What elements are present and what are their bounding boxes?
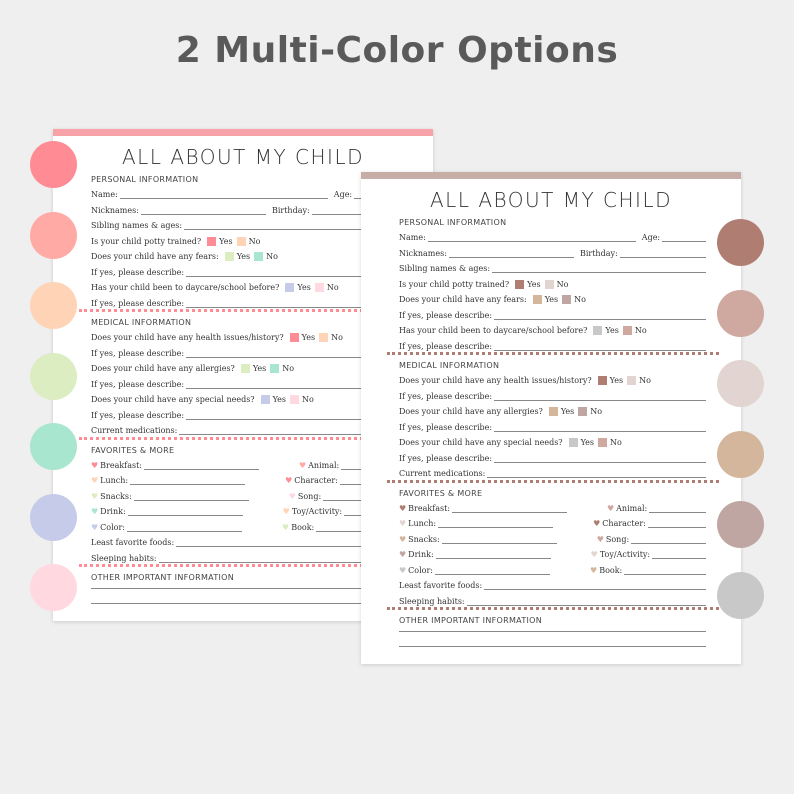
yes-checkbox[interactable]: [225, 252, 234, 261]
yes-checkbox[interactable]: [290, 333, 299, 342]
color-swatch: [30, 282, 77, 329]
heart-icon: ♥: [91, 460, 99, 470]
no-checkbox[interactable]: [578, 407, 587, 416]
other-info-heading: OTHER IMPORTANT INFORMATION: [91, 573, 235, 582]
yes-label: Yes: [297, 283, 311, 292]
yes-checkbox[interactable]: [533, 295, 542, 304]
color-field-label: Color:: [100, 522, 126, 532]
breakfast-field-line[interactable]: [452, 504, 567, 513]
no-label: No: [248, 236, 261, 246]
yes-checkbox[interactable]: [593, 326, 602, 335]
allergies-describe-field[interactable]: [91, 378, 398, 389]
no-label: No: [556, 279, 569, 289]
heart-icon: ♥: [399, 550, 407, 559]
birthday-field-line[interactable]: [620, 249, 706, 258]
drink-field-line[interactable]: [436, 550, 551, 559]
name-field-row: [91, 188, 398, 199]
no-label: No: [634, 326, 647, 335]
toy-field-label: Toy/Activity:: [291, 507, 343, 516]
color-swatch: [717, 572, 764, 619]
favorites-heading: FAVORITES & MORE: [399, 488, 483, 498]
sleeping-habits-field[interactable]: [399, 595, 706, 606]
yes-label: Yes: [580, 438, 595, 447]
no-checkbox[interactable]: [623, 326, 632, 335]
song-field-label: Song:: [605, 534, 630, 544]
siblings-field-label: Sibling names & ages:: [399, 264, 491, 273]
color-field-row: [91, 521, 398, 532]
fears-question-label: Does your child have any fears:: [399, 295, 527, 304]
color-swatch: [717, 290, 764, 337]
daycare-describe-field-label: If yes, please describe:: [399, 341, 493, 351]
yes-checkbox[interactable]: [598, 376, 607, 385]
health-describe-field-line[interactable]: [494, 392, 706, 401]
daycare-question-label: Has your child been to daycare/school before?: [399, 326, 588, 335]
heart-icon: ♥: [288, 491, 296, 501]
special-needs-question: [91, 393, 398, 404]
allergies-describe-field-label: If yes, please describe:: [399, 422, 493, 432]
fears-question: [399, 293, 706, 304]
lunch-field-line[interactable]: [438, 519, 553, 528]
other-info-heading: OTHER IMPORTANT INFORMATION: [399, 616, 543, 625]
color-field-row: [399, 564, 706, 575]
form-title: ALL ABOUT MY CHILD: [122, 145, 364, 169]
name-field-label: Name:: [91, 190, 118, 199]
allergies-question-label: Does your child have any allergies?: [91, 364, 235, 373]
siblings-field-line[interactable]: [492, 264, 706, 273]
medications-field-label: Current medications:: [399, 469, 486, 478]
form-title: ALL ABOUT MY CHILD: [430, 188, 672, 212]
health-describe-field[interactable]: [399, 390, 706, 401]
name-field-line[interactable]: [428, 233, 636, 242]
fears-describe-field-label: If yes, please describe:: [399, 310, 493, 320]
color-field-line[interactable]: [127, 523, 242, 532]
snacks-field-row: [91, 490, 398, 501]
color-swatch: [30, 564, 77, 611]
color-field-line[interactable]: [435, 566, 550, 575]
yes-checkbox[interactable]: [207, 237, 216, 246]
nicknames-field-row: [399, 247, 706, 258]
heart-icon: ♥: [606, 503, 615, 513]
character-field-label: Character:: [602, 519, 646, 528]
allergies-question: [91, 362, 398, 373]
toy-field-line[interactable]: [652, 550, 706, 559]
breakfast-field-label: Breakfast:: [408, 503, 450, 513]
special-needs-question-label: Does your child have any special needs?: [91, 395, 255, 404]
heart-icon: ♥: [91, 491, 99, 501]
no-label: No: [282, 364, 295, 373]
snacks-field-label: Snacks:: [100, 491, 132, 501]
heart-icon: ♥: [399, 565, 407, 575]
sleeping-habits-field-line[interactable]: [467, 597, 706, 606]
special-needs-describe-field[interactable]: [91, 409, 398, 420]
heart-icon: ♥: [596, 534, 604, 544]
fears-describe-field[interactable]: [399, 309, 706, 320]
lunch-field-label: Lunch:: [100, 476, 129, 485]
daycare-describe-field[interactable]: [399, 340, 706, 351]
name-field-row: [399, 231, 706, 242]
yes-label: Yes: [236, 252, 251, 261]
sleeping-habits-field-label: Sleeping habits:: [91, 553, 157, 563]
special-needs-question-label: Does your child have any special needs?: [399, 438, 563, 447]
favorites-heading: FAVORITES & MORE: [91, 445, 175, 455]
snacks-field-row: [399, 533, 706, 544]
medications-field[interactable]: [91, 424, 398, 435]
color-field-label: Color:: [408, 565, 434, 575]
yes-checkbox[interactable]: [549, 407, 558, 416]
no-checkbox[interactable]: [290, 395, 299, 404]
age-field-label: Age:: [641, 233, 661, 242]
color-swatch: [30, 212, 77, 259]
heart-icon: ♥: [399, 534, 407, 544]
color-swatch: [717, 501, 764, 548]
nicknames-field-line[interactable]: [449, 249, 574, 258]
color-swatch: [717, 219, 764, 266]
health-describe-field-label: If yes, please describe:: [91, 348, 185, 358]
no-label: No: [326, 283, 339, 292]
potty-trained-question-label: Is your child potty trained?: [399, 279, 510, 289]
special-needs-describe-field[interactable]: [399, 452, 706, 463]
color-swatch: [30, 353, 77, 400]
sleeping-habits-field[interactable]: [91, 552, 398, 563]
color-swatch: [30, 423, 77, 470]
heart-icon: ♥: [282, 522, 290, 532]
medications-field[interactable]: [399, 467, 706, 478]
daycare-question: [399, 324, 706, 335]
health-describe-field[interactable]: [91, 347, 398, 358]
no-label: No: [302, 395, 314, 404]
personal-info-heading: PERSONAL INFORMATION: [91, 175, 199, 184]
allergies-describe-field-line[interactable]: [494, 423, 706, 432]
no-label: No: [639, 376, 651, 385]
health-issues-question: [91, 331, 398, 342]
other-info-line[interactable]: [91, 588, 398, 589]
section-divider: [387, 352, 719, 355]
medical-info-heading: MEDICAL INFORMATION: [91, 318, 192, 327]
potty-trained-question: [91, 235, 398, 246]
medical-info-heading: MEDICAL INFORMATION: [399, 361, 500, 370]
least-favorite-foods-field[interactable]: [91, 536, 398, 547]
book-field-label: Book:: [291, 522, 315, 532]
yes-checkbox[interactable]: [515, 280, 524, 289]
no-checkbox[interactable]: [545, 280, 554, 289]
headline: 2 Multi-Color Options: [175, 30, 619, 71]
heart-icon: ♥: [91, 522, 99, 532]
drink-field-row: [399, 548, 706, 559]
heart-icon: ♥: [91, 476, 99, 485]
yes-label: Yes: [301, 333, 316, 342]
least-favorite-foods-field-label: Least favorite foods:: [399, 581, 483, 590]
heart-icon: ♥: [399, 519, 407, 528]
allergies-describe-field-label: If yes, please describe:: [91, 379, 185, 389]
special-needs-describe-field-line[interactable]: [494, 454, 706, 463]
birthday-field-label: Birthday:: [271, 205, 310, 215]
allergies-question: [399, 405, 706, 416]
heart-icon: ♥: [91, 507, 99, 516]
least-favorite-foods-field[interactable]: [399, 579, 706, 590]
toy-field-label: Toy/Activity:: [599, 550, 651, 559]
fears-describe-field-line[interactable]: [494, 311, 706, 320]
other-info-line[interactable]: [399, 631, 706, 632]
section-divider: [387, 607, 719, 610]
no-checkbox[interactable]: [270, 364, 279, 373]
no-checkbox[interactable]: [562, 295, 571, 304]
yes-label: Yes: [609, 376, 624, 385]
heart-icon: ♥: [590, 565, 598, 575]
heart-icon: ♥: [285, 476, 293, 485]
other-info-line[interactable]: [399, 646, 706, 647]
sheet-top-bar: [53, 129, 433, 136]
color-swatch: [30, 494, 77, 541]
book-field-label: Book:: [599, 565, 623, 575]
nicknames-field-label: Nicknames:: [91, 205, 139, 215]
drink-field-row: [91, 505, 398, 516]
siblings-field[interactable]: [399, 262, 706, 273]
fears-question: [91, 250, 398, 261]
age-field-line[interactable]: [662, 233, 706, 242]
drink-field-label: Drink:: [100, 507, 126, 516]
nicknames-field-line[interactable]: [141, 206, 266, 215]
animal-field-label: Animal:: [616, 503, 648, 513]
special-needs-describe-field-label: If yes, please describe:: [399, 453, 493, 463]
yes-label: Yes: [560, 407, 575, 416]
lunch-field-row: [399, 517, 706, 528]
heart-icon: ♥: [590, 550, 598, 559]
no-label: No: [610, 438, 622, 447]
daycare-question-label: Has your child been to daycare/school before?: [91, 283, 280, 292]
breakfast-field-line[interactable]: [144, 461, 259, 470]
least-favorite-foods-field-line[interactable]: [484, 581, 706, 590]
siblings-field[interactable]: [91, 219, 398, 230]
sheet-top-bar: [361, 172, 741, 179]
character-field-label: Character:: [294, 476, 338, 485]
lunch-field-line[interactable]: [130, 476, 245, 485]
siblings-field-label: Sibling names & ages:: [91, 221, 183, 230]
no-checkbox[interactable]: [627, 376, 636, 385]
yes-checkbox[interactable]: [241, 364, 250, 373]
allergies-describe-field[interactable]: [399, 421, 706, 432]
sleeping-habits-field-label: Sleeping habits:: [399, 596, 465, 606]
name-field-line[interactable]: [120, 190, 328, 199]
least-favorite-foods-field-label: Least favorite foods:: [91, 538, 175, 547]
animal-field-line[interactable]: [649, 504, 706, 513]
fears-question-label: Does your child have any fears:: [91, 252, 219, 261]
name-field-label: Name:: [399, 233, 426, 242]
yes-label: Yes: [605, 326, 619, 335]
breakfast-field-label: Breakfast:: [100, 460, 142, 470]
special-needs-describe-field-label: If yes, please describe:: [91, 410, 185, 420]
yes-checkbox[interactable]: [569, 438, 578, 447]
fears-describe-field-label: If yes, please describe:: [91, 267, 185, 277]
no-checkbox[interactable]: [598, 438, 607, 447]
section-divider: [387, 480, 719, 483]
personal-info-heading: PERSONAL INFORMATION: [399, 218, 507, 227]
yes-checkbox[interactable]: [285, 283, 294, 292]
form-sheet-muted: [361, 172, 741, 664]
song-field-line[interactable]: [631, 535, 706, 544]
snacks-field-line[interactable]: [134, 492, 249, 501]
potty-trained-question-label: Is your child potty trained?: [91, 236, 202, 246]
snacks-field-line[interactable]: [442, 535, 557, 544]
no-checkbox[interactable]: [237, 237, 246, 246]
yes-label: Yes: [527, 279, 541, 289]
birthday-field-label: Birthday:: [579, 248, 618, 258]
nicknames-field-row: [91, 204, 398, 215]
animal-field-label: Animal:: [308, 460, 340, 470]
drink-field-line[interactable]: [128, 507, 243, 516]
breakfast-field-row: [91, 459, 398, 470]
breakfast-field-row: [399, 502, 706, 513]
yes-label: Yes: [272, 395, 287, 404]
no-label: No: [266, 252, 278, 261]
health-describe-field-label: If yes, please describe:: [399, 391, 493, 401]
no-label: No: [331, 333, 343, 342]
no-label: No: [574, 295, 586, 304]
lunch-field-row: [91, 474, 398, 485]
health-issues-question-label: Does your child have any health issues/history?: [91, 333, 284, 342]
medications-field-label: Current medications:: [91, 426, 178, 435]
color-swatch: [30, 141, 77, 188]
snacks-field-label: Snacks:: [408, 534, 440, 544]
health-issues-question: [399, 374, 706, 385]
heart-icon: ♥: [282, 507, 290, 516]
medications-field-line[interactable]: [487, 469, 706, 478]
color-swatch: [717, 431, 764, 478]
lunch-field-label: Lunch:: [408, 519, 437, 528]
yes-label: Yes: [219, 236, 233, 246]
daycare-describe-field[interactable]: [91, 297, 398, 308]
no-checkbox[interactable]: [319, 333, 328, 342]
book-field-line[interactable]: [624, 566, 706, 575]
daycare-describe-field-line[interactable]: [494, 342, 706, 351]
age-field-label: Age:: [333, 190, 353, 199]
character-field-line[interactable]: [648, 519, 706, 528]
drink-field-label: Drink:: [408, 550, 434, 559]
heart-icon: ♥: [399, 503, 407, 513]
no-checkbox[interactable]: [315, 283, 324, 292]
potty-trained-question: [399, 278, 706, 289]
other-info-line[interactable]: [91, 603, 398, 604]
song-field-label: Song:: [297, 491, 322, 501]
daycare-question: [91, 281, 398, 292]
heart-icon: ♥: [593, 519, 601, 528]
yes-checkbox[interactable]: [261, 395, 270, 404]
daycare-describe-field-label: If yes, please describe:: [91, 298, 185, 308]
yes-label: Yes: [252, 364, 267, 373]
health-issues-question-label: Does your child have any health issues/history?: [399, 376, 592, 385]
no-checkbox[interactable]: [254, 252, 263, 261]
no-label: No: [590, 407, 603, 416]
fears-describe-field[interactable]: [91, 266, 398, 277]
allergies-question-label: Does your child have any allergies?: [399, 407, 543, 416]
special-needs-question: [399, 436, 706, 447]
heart-icon: ♥: [298, 460, 307, 470]
nicknames-field-label: Nicknames:: [399, 248, 447, 258]
yes-label: Yes: [544, 295, 559, 304]
color-swatch: [717, 360, 764, 407]
